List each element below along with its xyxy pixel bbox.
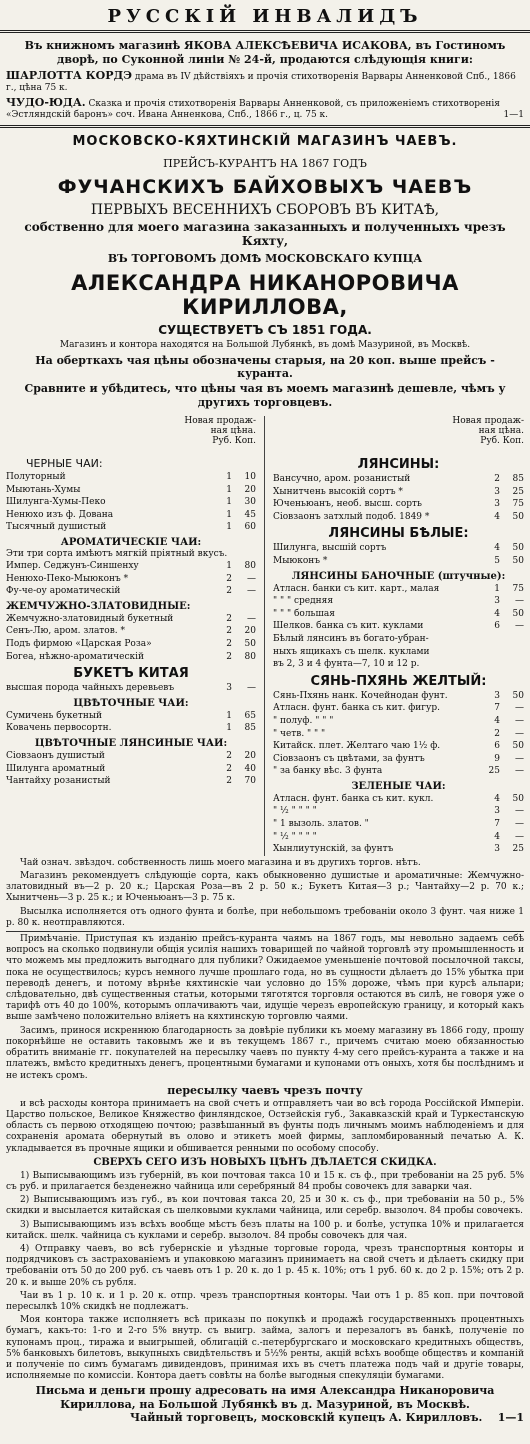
price-kop [500,658,524,671]
price-rub: 7 [494,819,500,830]
tea-name: Шелков. банка съ кит. куклами [273,621,424,632]
tea-name: " " " большая [273,608,335,619]
price-list [273,473,524,523]
price-row [273,843,524,856]
price-rub: 4 [494,608,500,619]
merchant-signature [6,1411,524,1425]
price-kop: — [515,806,524,817]
spring-subtitle: ПЕРВЫХЪ ВЕСЕННИХЪ СБОРОВЪ ВЪ КИТАѢ, [90,202,440,218]
price-rub: 3 [494,844,500,855]
price-rub: 4 [494,793,500,804]
tea-name: Атласн. фунт. банка съ кит. кукл. [273,793,434,804]
tea-name: Сянь-Пхянь нанк. Кочейнодан фунт. [273,690,448,701]
price-rub: 5 [494,555,500,566]
issue-mark: 1—1 [497,1411,524,1425]
price-rub: 2 [494,728,500,739]
discount-item: 3) Выписывающимъ изъ всѣхъ вообще мѣстъ безъ платы на 100 р. и болѣе, уступка 10% и прилагается китайск. шелк. чайница съ куклами и серебр. вызолоч. 84 пробы совочекъ для чая. [6,1219,524,1241]
price-row [273,608,524,621]
price-list [6,613,256,663]
tea-name: Атласн. банки съ кит. карт., малая [273,583,440,594]
price-kop: 80 [244,651,256,662]
tea-name: Жемчужно-златовидный букетный [6,613,174,624]
tea-name: Подъ фирмою «Царская Роза» [6,638,152,649]
price-kop: 50 [512,690,524,701]
price-rub: 9 [494,753,500,764]
price-rub: 1 [226,560,232,571]
issue-mark: 1—1 [503,110,524,120]
wrapper-note: На оберткахъ чая цѣны обозначены старыя, на 20 коп. выше прейсъ - куранта. [35,354,495,380]
price-row [273,595,524,608]
shipping-minimum-note: Высылка исполняется отъ одного фунта и болѣе, при небольшомъ требованіи около 3 фунт. чая ниже 1 р. 80 к. неотправляются. [6,906,524,928]
book-advert [6,33,524,125]
established: СУЩЕСТВУЕТЪ СЪ 1851 ГОДА. [158,323,372,337]
discount-title: СВЕРХЪ СЕГО ИЗЪ НОВЫХЪ ЦѢНЪ ДѢЛАЕТСЯ СКИДКА. [93,1156,437,1168]
section-title: ЗЕЛЕНЫЕ ЧАИ: [351,780,446,792]
price-kop: — [515,703,524,714]
discount-item: 1) Выписывающимъ изъ губерній, въ кои почтовая такса 10 и 15 к. съ ф., при требованіи на 25 руб. 5% съ руб. и прилагается безденежно чайница или серебряный 84 пробы совочекъ для заварки чая. [6,1170,524,1192]
book-title: ЧУДО-ЮДА. [6,96,86,109]
discount-item: Чаи въ 1 р. 10 к. и 1 р. 20 к. отпр. чрезъ транспортныя конторы. Чаи отъ 1 р. 85 коп. при почтовой пересылкѣ 10% скидкѣ не подлежатъ. [6,1290,524,1312]
price-rub: 3 [494,486,500,497]
price-column-left [6,416,265,856]
trading-house: ВЪ ТОРГОВОМЪ ДОМѢ МОСКОВСКАГО КУПЦА [107,252,423,265]
price-kop: 50 [512,543,524,554]
price-row [6,763,256,776]
price-kop: — [515,831,524,842]
price-row [6,471,256,484]
postage-title: пересылку чаевъ чрезъ почту [167,1083,363,1097]
price-row [273,765,524,778]
tea-name: " полуф. " " " [273,715,334,726]
price-rub: 2 [226,763,232,774]
tea-name: Ковачень первосортн. [6,723,112,734]
store-address: Магазинъ и контора находятся на Большой Лубянкѣ, въ домѣ Мазуриной, въ Москвѣ. [59,340,471,350]
price-row [273,473,524,486]
tea-name: Тысячный душистый [6,522,107,533]
section-title: ЦВѢТОЧНЫЕ ЧАИ: [73,697,189,709]
price-row [273,542,524,555]
merchant-name: АЛЕКСАНДРА НИКАНОРОВИЧА КИРИЛЛОВА, [71,271,459,319]
price-rub: 1 [226,509,232,520]
discount-item: 4) Отправку чаевъ, во всѣ губернскіе и уѣздные торговые города, чрезъ транспортныя конторы и подрядчиковъ съ застрахованіемъ и упаковкою магазинъ принимаетъ на свой счетъ и дѣлаетъ скидку при требованіи отъ 50 до 200 руб. съ чаевъ отъ 1 р. 20 к. до 1 р. 45 к. 10%; отъ 1 руб. 60 к. до 2 р. 15%; отъ 2 р. 20 к. и выше 20% съ рубля. [6,1243,524,1288]
tea-name: " ½ " " " " [273,806,317,817]
price-row [273,583,524,596]
price-rub: 2 [226,638,232,649]
price-row [6,722,256,735]
price-row [273,818,524,831]
tea-name: Сенъ-Лю, аром. златов. * [6,626,125,637]
tea-name: Хынитчень высокій сортъ * [273,486,403,497]
price-rub: 3 [494,596,500,607]
price-row [6,560,256,573]
price-row [273,498,524,511]
price-row [273,805,524,818]
price-row [6,710,256,723]
book-entry [6,97,524,121]
address-line: Письма и деньги прошу адресовать на имя Александра Никаноровича Кириллова, на Большой Лубянкѣ въ д. Мазуриной, въ Москвѣ. [35,1384,495,1411]
price-rub: 2 [226,613,232,624]
price-list-title: ПРЕЙСЪ-КУРАНТЪ НА 1867 ГОДЪ [163,157,367,170]
ordered-subtitle: собственно для моего магазина заказанныхъ и полученныхъ чрезъ Кяхту, [24,220,506,248]
price-rub: 3 [494,690,500,701]
tea-name: " четв. " " " [273,728,326,739]
price-row [273,555,524,568]
price-rub [478,658,500,671]
price-list [6,471,256,534]
price-kop: 70 [244,776,256,787]
remark-paragraph: Примѣчаніе. Приступая къ изданію прейсъ-куранта чаямъ на 1867 годъ, мы невольно задаемъ себѣ вопросъ на сколько подвинули общія усилія нашихъ товарищей по чайной торговлѣ эту промышленность и что можемъ мы предложить выгоднаго для публики? Ожидаемое уменьшеніе почтовой посылочной таксы, пока не осуществилось; курсъ немного лучше прошлаго года, но въ сущности дѣлаетъ до 15% убытка при переводѣ денегъ, и потому вѣрнѣе кяхтинскіе чаи условно до 15% дороже, чѣмъ при курсѣ альпари; слѣдовательно, двѣ существенныя статьи, которыми тяготятся торговля остаются въ силѣ, не говоря уже о тарифѣ отъ 40 до 100%, которымъ оплачиваютъ чаи, идущіе черезъ европейскую границу, и который какъ выше замѣчено положительно вліяетъ на кяхтинскую торговлю чаями. [6,934,524,1023]
price-rub: 1 [226,484,232,495]
price-row [273,715,524,728]
price-kop: — [247,573,256,584]
price-list [273,690,524,778]
signature-block [6,1384,524,1425]
price-rub: 4 [494,715,500,726]
column-header-line: Новая продаж- [184,416,256,426]
notes-block [6,858,524,1383]
price-row [273,740,524,753]
column-header-line: ная цѣна. [210,426,256,436]
tea-name: ныхъ ящикахъ съ шелк. куклами [273,646,430,657]
tea-name: Сіовзаонъ душистый [6,750,105,761]
tea-name: Сіовзаонъ съ цвѣтами, за фунтъ [273,753,425,764]
book-entry [6,70,524,94]
price-row [273,702,524,715]
price-list [6,560,256,598]
price-rub: 2 [494,474,500,484]
tea-name: Сіовзаонъ затхлый подоб. 1849 * [273,511,430,522]
column-header-line: Руб. Коп. [480,436,524,446]
price-kop: 50 [512,793,524,804]
price-row [6,750,256,763]
price-rub [478,646,500,659]
price-rub: 7 [494,703,500,714]
book-description: драма въ IV дѣйствіяхъ и прочія стихотворенія Варвары Анненковой Спб., 1866 г., цѣна 75 к. [6,72,516,93]
price-kop: 50 [512,741,524,752]
price-kop: 30 [244,497,256,508]
price-kop: 50 [512,511,524,522]
section-title: ЖЕМЧУЖНО-ЗЛАТОВИДНЫЕ: [6,600,191,612]
section-rule [0,125,530,128]
section-title: ЛЯНСИНЫ БѢЛЫЕ: [328,526,469,542]
tea-name: Чантайху розанистый [6,776,111,787]
tea-name: " за банку вѣс. 3 фунта [273,766,383,777]
tea-title: ФУЧАНСКИХЪ БАЙХОВЫХЪ ЧАЕВЪ [57,176,473,198]
book-description: Сказка и прочія стихотворенія Варвары Анненковой, съ приложеніемъ стихотворенія «Эстляндскій баронъ» соч. Ивана Анненкова, Спб., 1866 г., ц. 75 к. [6,99,500,120]
section-title: ЦВѢТОЧНЫЕ ЛЯНСИНЫЕ ЧАИ: [34,737,228,749]
tea-name: Юченьюанъ, необ. высш. сорть [273,499,422,510]
tea-name: Мыютань-Хумы [6,484,81,495]
office-paragraph: Моя контора также исполняетъ всѣ приказы по покупкѣ и продажѣ государственныхъ процентныхъ бумагъ, какъ-то: 1-го и 2-го 5% внутр. съ выигр. займа, залогъ и перезалогъ въ банкѣ, полученіе по купонамъ проц., тиража и выигрышей, облигацій с.-петербургскаго и московскаго кредитныхъ обществъ, 5% банковыхъ билетовъ, выкупныхъ свидѣтельствъ и 5½% ренты, акцій всѣхъ вообще обществъ и компаній и полученіе по симъ бумагамъ дивидендовъ, принимая ихъ въ счетъ платежа подъ чай и другіе товары, исполняемые по комиссіи. Контора даетъ совѣты на болѣе выгодныя спекуляціи бумагами. [6,1315,524,1382]
price-row [273,831,524,844]
price-kop: — [515,766,524,777]
price-rub: 2 [226,573,232,584]
price-list [273,583,524,671]
tea-name: Богеа, нѣжно-ароматическій [6,651,145,662]
store-title: МОСКОВСКО-КЯХТИНСКІЙ МАГАЗИНЪ ЧАЕВЪ. [72,134,458,149]
column-header-line: Руб. Коп. [212,436,256,446]
price-kop: 25 [512,844,524,855]
signature-text: Чайный торговецъ, московскій купецъ А. Кирилловъ. [130,1411,483,1425]
price-kop: 10 [244,472,256,482]
recommend-note: Магазинъ рекомендуетъ слѣдующіе сорта, какъ обыкновенно душистые и ароматичные: Жемчужно-златовидный въ—2 р. 20 к.; Царская Роза—въ 2 р. 50 к.; Букетъ Китая—3 р.; Чантайху—2 р. 70 к.; Хынитчень—3 р. 25 к.; и Юченьюанъ—3 р. 75 к. [6,871,524,904]
price-kop: 75 [512,583,524,594]
section-title: ЛЯНСИНЫ: [357,457,440,472]
price-kop: 20 [244,626,256,637]
price-rub: 2 [226,651,232,662]
price-row [273,633,524,646]
book-advert-intro: Въ книжномъ магазинѣ ЯКОВА АЛЕКСѢЕВИЧА ИСАКОВА, въ Гостиномъ дворѣ, по Суконной линіи № 24-й, продаются слѣдующія книги: [24,39,506,66]
price-rub: 3 [226,683,232,694]
price-kop: 50 [512,555,524,566]
price-row [273,511,524,524]
tea-name: Хынлиутунскій, за фунтъ [273,844,394,855]
tea-name: " " " средняя [273,596,334,607]
price-rub: 6 [494,621,500,632]
price-kop: 20 [244,484,256,495]
price-rub: 1 [494,583,500,594]
compare-note: Сравните и убѣдитесь, что цѣны чая въ моемъ магазинѣ дешевле, чѣмъ у другихъ торговцевъ. [24,382,506,409]
section-title: ЧЕРНЫЕ ЧАИ: [26,457,103,470]
price-list [6,750,256,788]
tea-name: Импер. Седжунъ-Синшенху [6,560,139,571]
price-row [6,613,256,626]
price-kop: — [515,596,524,607]
price-row [273,620,524,633]
postage-paragraph: и всѣ расходы контора принимаетъ на свой счетъ и отправляетъ чаи во всѣ города Россійской Имперіи. Царство польское, Великое Княжество финляндское, Остзейскія губ., Закавказскій край и Туркестанскую область съ первою отходящею почтою; развѣшанный въ фунты подъ личнымъ моимъ наблюденіемъ и для сохраненія аромата обернутый въ олово и этикетъ моей фирмы, запломбированный печатью А. К. укладывается въ прочные ящики и обшивается ренными по особому способу. [6,1098,524,1154]
tea-name: " 1 вызоль. златов. " [273,819,369,830]
price-rub: 1 [226,723,232,734]
price-kop [500,633,524,646]
price-column-right [265,416,524,856]
thanks-paragraph: Засимъ, принося искреннюю благодарность за довѣріе публики къ моему магазину въ 1866 году, прошу покорнѣйше не оставить таковымъ же и въ текущемъ 1867 г., причемъ считаю моею обязанностью обратить вниманіе гг. покупателей на пересылку чаевъ по пункту 4-му сего прейсъ-куранта а также и на платежъ, вмѣсто кредитныхъ денегъ, процентными бумагами и купонами отъ оныхъ, хотя бы послѣднимъ и не истекъ сромъ. [6,1025,524,1081]
column-header-line: Новая продаж- [452,416,524,426]
price-row [6,585,256,598]
star-note: Чай означ. звѣздоч. собственность лишь моего магазина и въ другихъ торгов. нѣтъ. [20,857,421,868]
price-kop: 75 [512,499,524,510]
tea-name: Атласн. фунт. банка съ кит. фигур. [273,703,440,714]
price-row [6,573,256,586]
price-kop: 20 [244,750,256,761]
price-row [6,509,256,522]
price-rub: 2 [226,750,232,761]
tea-name: Вансучно, аром. розанистый [273,474,411,484]
tea-name: Китайск. плет. Желтаго чаю 1½ ф. [273,741,441,752]
price-row [273,753,524,766]
book-title: ШАРЛОТТА КОРДЭ [6,69,133,82]
price-row [6,638,256,651]
price-rub: 4 [494,831,500,842]
price-row [273,793,524,806]
price-kop: 60 [244,522,256,533]
price-kop: 65 [244,710,256,721]
price-row [273,658,524,671]
price-kop: 45 [244,509,256,520]
price-kop: 50 [512,608,524,619]
tea-name: " ½ " " " " [273,831,317,842]
price-kop: — [247,586,256,597]
price-kop: — [247,683,256,694]
price-kop: 85 [512,474,524,484]
tea-name: Шилунга, высшій сортъ [273,543,387,554]
section-title: СЯНЬ-ПХЯНЬ ЖЕЛТЫЙ: [310,673,487,689]
column-header [6,416,256,454]
tea-name: Шилунга ароматный [6,763,106,774]
price-rub: 4 [494,543,500,554]
price-kop: — [515,728,524,739]
price-rub: 6 [494,741,500,752]
tea-name: высшая порода чайныхъ деревьевъ [6,683,175,694]
price-row [273,690,524,703]
price-kop [500,646,524,659]
price-row [273,728,524,741]
price-kop: 40 [244,763,256,774]
price-rub: 2 [226,586,232,597]
price-list [273,793,524,856]
tea-name: Сумичень букетный [6,710,103,721]
price-rub [478,633,500,646]
price-rub: 3 [494,499,500,510]
price-kop: — [515,819,524,830]
price-row [6,651,256,664]
price-row [6,625,256,638]
price-row [6,496,256,509]
price-table [6,416,524,856]
price-rub: 1 [226,472,232,482]
tea-name: Фу-че-оу ароматическій [6,586,121,597]
masthead: РУССКІЙ ИНВАЛИДЪ [107,6,423,27]
tea-name: Ненюхо-Пеко-Мыюконъ * [6,573,129,584]
price-kop: — [515,753,524,764]
divider [6,931,524,932]
tea-advert [6,134,524,1425]
tea-name: Шилунга-Хумы-Пеко [6,497,106,508]
price-row [273,486,524,499]
tea-name: Мыюконъ * [273,555,328,566]
price-rub: 4 [494,511,500,522]
price-row [6,682,256,695]
section-title: АРОМАТИЧЕСКІЕ ЧАИ: [60,536,202,548]
price-row [6,775,256,788]
price-rub: 1 [226,710,232,721]
price-rub: 3 [494,806,500,817]
section-title: ЛЯНСИНЫ БАНОЧНЫЕ (штучные): [291,570,506,582]
price-kop: 80 [244,560,256,571]
price-list [273,542,524,567]
price-rub: 2 [226,776,232,787]
discount-item: 2) Выписывающимъ изъ губ., въ кои почтовая такса 20, 25 и 30 к. съ ф., при требованіи на 50 р., 5% скидки и высылается китайская съ шелковыми куклами чайница, или серебр. вызолоч. 84 пробы совочекъ. [6,1195,524,1217]
price-kop: 85 [244,723,256,734]
price-rub: 1 [226,497,232,508]
price-kop: — [515,715,524,726]
price-row [6,484,256,497]
section-note: Эти три сорта имѣютъ мягкій пріятный вкусъ. [6,548,228,559]
price-rub: 2 [226,626,232,637]
price-row [273,646,524,659]
price-list [6,710,256,735]
tea-name: Бѣлый лянсинъ въ богато-убран- [273,633,429,644]
column-header [273,416,524,454]
price-kop: 25 [512,486,524,497]
tea-name: въ 2, 3 и 4 фунта—7, 10 и 12 р. [273,659,420,670]
tea-name: Полуторный [6,472,66,482]
column-header-line: ная цѣна. [478,426,524,436]
price-kop: — [247,613,256,624]
price-kop: 50 [244,638,256,649]
price-kop: — [515,621,524,632]
section-title: БУКЕТЪ КИТАЯ [73,666,189,682]
price-row [6,521,256,534]
price-rub: 25 [488,766,500,777]
price-rub: 1 [226,522,232,533]
tea-name: Ненюхо изъ ф. Дована [6,509,114,520]
